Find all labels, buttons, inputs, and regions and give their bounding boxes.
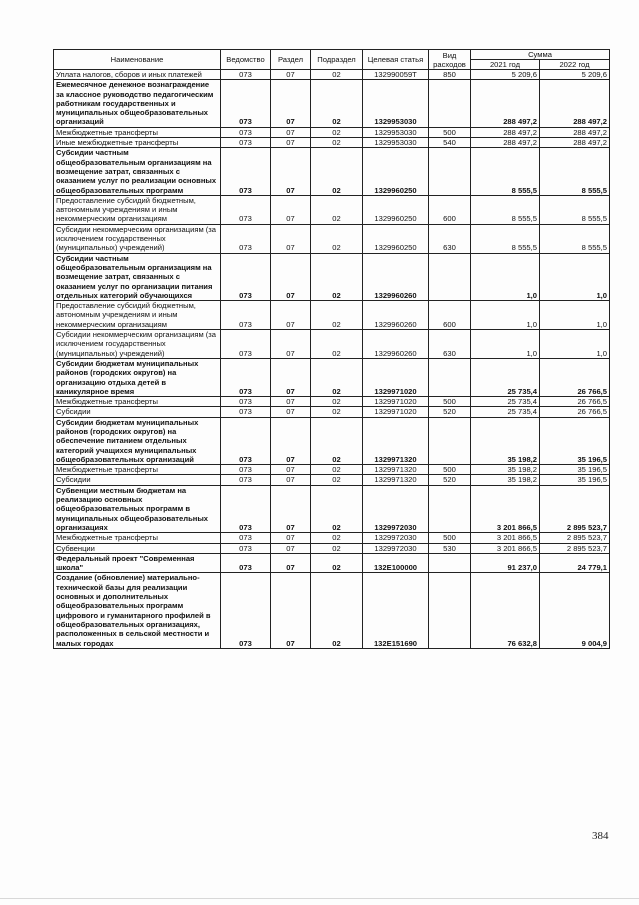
row-subsection: 02 xyxy=(311,224,363,253)
table-row xyxy=(54,253,610,300)
row-expense-type: 520 xyxy=(429,407,471,417)
row-amount-2022: 2 895 523,7 xyxy=(540,533,610,543)
row-amount-2022: 9 004,9 xyxy=(540,573,610,648)
row-subsection: 02 xyxy=(311,301,363,330)
row-subsection: 02 xyxy=(311,465,363,475)
table-row xyxy=(54,195,610,224)
row-department: 073 xyxy=(221,465,271,475)
row-expense-type: 500 xyxy=(429,397,471,407)
row-subsection: 02 xyxy=(311,397,363,407)
row-department: 073 xyxy=(221,70,271,80)
row-target: 1329960260 xyxy=(363,301,429,330)
row-amount-2021: 8 555,5 xyxy=(471,195,540,224)
row-expense-type: 600 xyxy=(429,195,471,224)
row-section: 07 xyxy=(271,358,311,396)
row-section: 07 xyxy=(271,553,311,573)
row-target: 1329971020 xyxy=(363,358,429,396)
table-row xyxy=(54,553,610,573)
table-row xyxy=(54,358,610,396)
row-target: 1329953030 xyxy=(363,80,429,127)
row-name: Создание (обновление) материально-технической базы для реализации основных и дополнительных общеобразовательных программ цифрового и гуманитарного профилей в общеобразовательных организациях, расположенных в сельской местности и малых городах xyxy=(54,573,221,648)
row-department: 073 xyxy=(221,475,271,485)
row-name: Иные межбюджетные трансферты xyxy=(54,138,221,148)
table-row xyxy=(54,543,610,553)
row-amount-2021: 1,0 xyxy=(471,253,540,300)
row-section: 07 xyxy=(271,330,311,359)
row-section: 07 xyxy=(271,127,311,137)
row-subsection: 02 xyxy=(311,475,363,485)
row-amount-2022: 26 766,5 xyxy=(540,407,610,417)
row-name: Субвенции xyxy=(54,543,221,553)
row-amount-2021: 5 209,6 xyxy=(471,70,540,80)
row-department: 073 xyxy=(221,407,271,417)
table-row xyxy=(54,397,610,407)
row-name: Предоставление субсидий бюджетным, автономным учреждениям и иным некоммерческим организациям xyxy=(54,301,221,330)
row-department: 073 xyxy=(221,148,271,195)
row-expense-type xyxy=(429,485,471,532)
row-name: Межбюджетные трансферты xyxy=(54,533,221,543)
row-name: Уплата налогов, сборов и иных платежей xyxy=(54,70,221,80)
row-target: 1329960260 xyxy=(363,253,429,300)
row-name: Межбюджетные трансферты xyxy=(54,465,221,475)
table-row xyxy=(54,485,610,532)
row-expense-type: 500 xyxy=(429,127,471,137)
header-section: Раздел xyxy=(271,50,311,70)
row-amount-2022: 1,0 xyxy=(540,301,610,330)
row-section: 07 xyxy=(271,407,311,417)
row-section: 07 xyxy=(271,417,311,464)
header-department: Ведомство xyxy=(221,50,271,70)
header-year-2021: 2021 год xyxy=(471,60,540,70)
row-amount-2022: 8 555,5 xyxy=(540,224,610,253)
row-amount-2022: 35 196,5 xyxy=(540,475,610,485)
row-section: 07 xyxy=(271,533,311,543)
row-amount-2022: 2 895 523,7 xyxy=(540,543,610,553)
row-expense-type: 540 xyxy=(429,138,471,148)
row-amount-2021: 91 237,0 xyxy=(471,553,540,573)
row-name: Субсидии частным общеобразовательным организациям на возмещение затрат, связанных с оказанием услуг по организации питания отдельных категорий обучающихся xyxy=(54,253,221,300)
row-target: 1329971020 xyxy=(363,397,429,407)
row-amount-2021: 1,0 xyxy=(471,301,540,330)
row-name: Ежемесячное денежное вознаграждение за классное руководство педагогическим работникам государственных и муниципальных общеобразовательных организаций xyxy=(54,80,221,127)
row-subsection: 02 xyxy=(311,533,363,543)
row-name: Субсидии некоммерческим организациям (за исключением государственных (муниципальных) учреждений) xyxy=(54,224,221,253)
row-target: 1329971020 xyxy=(363,407,429,417)
row-target: 132E151690 xyxy=(363,573,429,648)
scan-edge-line xyxy=(0,898,639,899)
row-subsection: 02 xyxy=(311,543,363,553)
row-amount-2022: 8 555,5 xyxy=(540,148,610,195)
row-department: 073 xyxy=(221,485,271,532)
row-amount-2021: 288 497,2 xyxy=(471,127,540,137)
row-target: 1329953030 xyxy=(363,138,429,148)
row-subsection: 02 xyxy=(311,253,363,300)
row-expense-type xyxy=(429,417,471,464)
row-department: 073 xyxy=(221,358,271,396)
row-section: 07 xyxy=(271,195,311,224)
table-row xyxy=(54,407,610,417)
header-year-2022: 2022 год xyxy=(540,60,610,70)
table-body xyxy=(54,70,610,649)
row-amount-2022: 1,0 xyxy=(540,330,610,359)
row-amount-2022: 26 766,5 xyxy=(540,397,610,407)
table-row xyxy=(54,533,610,543)
row-department: 073 xyxy=(221,301,271,330)
header-name: Наименование xyxy=(54,50,221,70)
row-amount-2022: 8 555,5 xyxy=(540,195,610,224)
row-amount-2022: 288 497,2 xyxy=(540,80,610,127)
row-subsection: 02 xyxy=(311,148,363,195)
row-target: 1329971320 xyxy=(363,465,429,475)
row-amount-2021: 288 497,2 xyxy=(471,138,540,148)
row-amount-2022: 2 895 523,7 xyxy=(540,485,610,532)
row-department: 073 xyxy=(221,397,271,407)
row-amount-2021: 76 632,8 xyxy=(471,573,540,648)
row-department: 073 xyxy=(221,417,271,464)
table-row xyxy=(54,70,610,80)
budget-table xyxy=(53,49,610,649)
row-section: 07 xyxy=(271,397,311,407)
row-target: 1329960260 xyxy=(363,330,429,359)
header-target: Целевая статья xyxy=(363,50,429,70)
row-section: 07 xyxy=(271,301,311,330)
row-subsection: 02 xyxy=(311,573,363,648)
row-name: Федеральный проект "Современная школа" xyxy=(54,553,221,573)
table-row xyxy=(54,127,610,137)
row-department: 073 xyxy=(221,543,271,553)
row-department: 073 xyxy=(221,533,271,543)
row-amount-2021: 288 497,2 xyxy=(471,80,540,127)
row-section: 07 xyxy=(271,465,311,475)
row-section: 07 xyxy=(271,543,311,553)
row-section: 07 xyxy=(271,253,311,300)
header-sum: Сумма xyxy=(471,50,610,60)
row-target: 1329971320 xyxy=(363,417,429,464)
header-subsection: Подраздел xyxy=(311,50,363,70)
table-row xyxy=(54,475,610,485)
row-amount-2021: 25 735,4 xyxy=(471,397,540,407)
row-subsection: 02 xyxy=(311,407,363,417)
row-subsection: 02 xyxy=(311,195,363,224)
row-subsection: 02 xyxy=(311,127,363,137)
row-name: Субсидии бюджетам муниципальных районов (городских округов) на обеспечение питанием отдельных категорий учащихся муниципальных общеобразовательных организаций xyxy=(54,417,221,464)
row-section: 07 xyxy=(271,475,311,485)
row-amount-2022: 35 196,5 xyxy=(540,417,610,464)
row-department: 073 xyxy=(221,224,271,253)
row-amount-2021: 3 201 866,5 xyxy=(471,485,540,532)
row-department: 073 xyxy=(221,553,271,573)
row-department: 073 xyxy=(221,80,271,127)
row-expense-type: 500 xyxy=(429,533,471,543)
row-section: 07 xyxy=(271,70,311,80)
table-row xyxy=(54,301,610,330)
table-row xyxy=(54,465,610,475)
row-amount-2022: 24 779,1 xyxy=(540,553,610,573)
header-expense-type: Вид расходов xyxy=(429,50,471,70)
table-row xyxy=(54,224,610,253)
row-expense-type xyxy=(429,573,471,648)
row-name: Субсидии частным общеобразовательным организациям на возмещение затрат, связанных с оказанием услуг по реализации основных общеобразовательных программ xyxy=(54,148,221,195)
row-amount-2021: 35 198,2 xyxy=(471,465,540,475)
row-amount-2022: 288 497,2 xyxy=(540,138,610,148)
row-target: 1329960250 xyxy=(363,195,429,224)
row-expense-type xyxy=(429,358,471,396)
row-department: 073 xyxy=(221,138,271,148)
row-amount-2021: 1,0 xyxy=(471,330,540,359)
row-section: 07 xyxy=(271,138,311,148)
row-target: 1329972030 xyxy=(363,533,429,543)
row-target: 132990059Т xyxy=(363,70,429,80)
row-name: Субсидии некоммерческим организациям (за исключением государственных (муниципальных) учреждений) xyxy=(54,330,221,359)
row-amount-2022: 288 497,2 xyxy=(540,127,610,137)
row-name: Субсидии xyxy=(54,475,221,485)
row-target: 132E100000 xyxy=(363,553,429,573)
row-amount-2021: 8 555,5 xyxy=(471,224,540,253)
row-amount-2021: 25 735,4 xyxy=(471,358,540,396)
row-target: 1329960250 xyxy=(363,224,429,253)
row-name: Субвенции местным бюджетам на реализацию основных общеобразовательных программ в муниципальных общеобразовательных организациях xyxy=(54,485,221,532)
row-subsection: 02 xyxy=(311,485,363,532)
row-expense-type: 520 xyxy=(429,475,471,485)
row-expense-type: 500 xyxy=(429,465,471,475)
row-subsection: 02 xyxy=(311,358,363,396)
row-expense-type xyxy=(429,553,471,573)
row-subsection: 02 xyxy=(311,553,363,573)
row-name: Межбюджетные трансферты xyxy=(54,127,221,137)
row-name: Межбюджетные трансферты xyxy=(54,397,221,407)
row-amount-2021: 8 555,5 xyxy=(471,148,540,195)
row-subsection: 02 xyxy=(311,417,363,464)
table-row xyxy=(54,330,610,359)
table-row xyxy=(54,148,610,195)
row-amount-2021: 25 735,4 xyxy=(471,407,540,417)
row-expense-type: 600 xyxy=(429,301,471,330)
table-row xyxy=(54,138,610,148)
row-department: 073 xyxy=(221,127,271,137)
row-section: 07 xyxy=(271,80,311,127)
row-subsection: 02 xyxy=(311,80,363,127)
row-amount-2022: 5 209,6 xyxy=(540,70,610,80)
row-department: 073 xyxy=(221,253,271,300)
row-department: 073 xyxy=(221,195,271,224)
row-department: 073 xyxy=(221,330,271,359)
row-amount-2021: 3 201 866,5 xyxy=(471,543,540,553)
row-expense-type xyxy=(429,80,471,127)
row-subsection: 02 xyxy=(311,138,363,148)
row-section: 07 xyxy=(271,573,311,648)
page-number: 384 xyxy=(592,830,609,842)
row-expense-type xyxy=(429,253,471,300)
row-department: 073 xyxy=(221,573,271,648)
row-expense-type xyxy=(429,148,471,195)
row-subsection: 02 xyxy=(311,70,363,80)
row-amount-2021: 3 201 866,5 xyxy=(471,533,540,543)
row-target: 1329971320 xyxy=(363,475,429,485)
table-row xyxy=(54,573,610,648)
row-name: Субсидии xyxy=(54,407,221,417)
row-name: Предоставление субсидий бюджетным, автономным учреждениям и иным некоммерческим организациям xyxy=(54,195,221,224)
table-row xyxy=(54,80,610,127)
row-amount-2022: 1,0 xyxy=(540,253,610,300)
row-amount-2021: 35 198,2 xyxy=(471,475,540,485)
row-section: 07 xyxy=(271,148,311,195)
row-amount-2022: 26 766,5 xyxy=(540,358,610,396)
row-expense-type: 530 xyxy=(429,543,471,553)
row-expense-type: 630 xyxy=(429,330,471,359)
table-row xyxy=(54,417,610,464)
row-name: Субсидии бюджетам муниципальных районов (городских округов) на организацию отдыха детей в каникулярное время xyxy=(54,358,221,396)
row-section: 07 xyxy=(271,485,311,532)
row-amount-2022: 35 196,5 xyxy=(540,465,610,475)
row-target: 1329960250 xyxy=(363,148,429,195)
row-target: 1329972030 xyxy=(363,485,429,532)
row-expense-type: 630 xyxy=(429,224,471,253)
row-target: 1329953030 xyxy=(363,127,429,137)
row-amount-2021: 35 198,2 xyxy=(471,417,540,464)
row-expense-type: 850 xyxy=(429,70,471,80)
row-subsection: 02 xyxy=(311,330,363,359)
row-section: 07 xyxy=(271,224,311,253)
row-target: 1329972030 xyxy=(363,543,429,553)
